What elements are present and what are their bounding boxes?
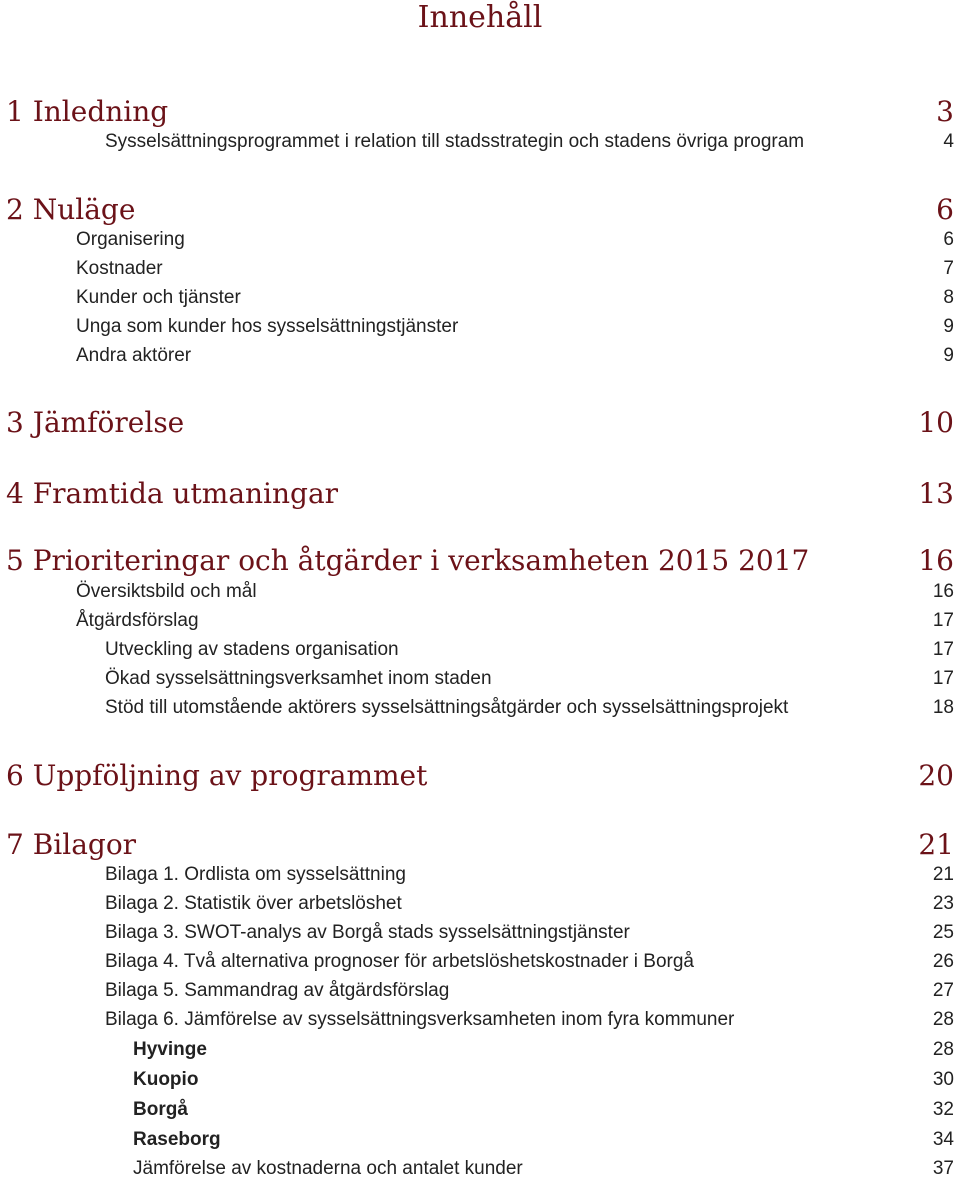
- toc-page-number: 3: [936, 95, 954, 128]
- toc-entry[interactable]: [0, 862, 960, 888]
- toc-entry-label: Borgå: [133, 1099, 188, 1120]
- toc-chapter[interactable]: [0, 403, 960, 443]
- toc-entry[interactable]: [0, 1007, 960, 1033]
- toc-page-number: 28: [932, 1039, 954, 1060]
- toc-entry[interactable]: [0, 637, 960, 663]
- toc-entry-label: Ökad sysselsättningsverksamhet inom staden: [105, 668, 492, 689]
- toc-entry-label: Åtgärdsförslag: [76, 610, 199, 631]
- toc-entry[interactable]: [0, 608, 960, 634]
- toc-page-number: 17: [932, 639, 954, 660]
- toc-page-number: 26: [932, 951, 954, 972]
- toc-chapter[interactable]: [0, 474, 960, 514]
- toc-entry[interactable]: [0, 579, 960, 605]
- toc-entry[interactable]: [0, 1097, 960, 1123]
- toc-page-number: 16: [932, 581, 954, 602]
- toc-page-number: 28: [932, 1009, 954, 1030]
- toc-entry-label: Kostnader: [76, 258, 163, 279]
- toc-page-number: 13: [918, 477, 954, 510]
- toc-chapter-label: 6 Uppföljning av programmet: [6, 759, 428, 792]
- toc-entry-label: Bilaga 4. Två alternativa prognoser för arbetslöshetskostnader i Borgå: [105, 951, 694, 972]
- toc-page-number: 9: [943, 316, 954, 337]
- toc-entry-label: Bilaga 3. SWOT-analys av Borgå stads sysselsättningstjänster: [105, 922, 630, 943]
- toc-entry[interactable]: [0, 1037, 960, 1063]
- toc-page-number: 30: [932, 1069, 954, 1090]
- toc-entry[interactable]: [0, 285, 960, 311]
- toc-page-number: 17: [932, 610, 954, 631]
- toc-page-number: 7: [943, 258, 954, 279]
- toc-chapter[interactable]: [0, 541, 960, 581]
- toc-page-number: 16: [918, 544, 954, 577]
- toc-entry-label: Raseborg: [133, 1129, 221, 1150]
- toc-entry[interactable]: [0, 666, 960, 692]
- toc-chapter-label: 4 Framtida utmaningar: [6, 477, 339, 510]
- toc-page-number: 8: [943, 287, 954, 308]
- toc-entry-label: Kuopio: [133, 1069, 199, 1090]
- toc-entry-label: Bilaga 6. Jämförelse av sysselsättningsverksamheten inom fyra kommuner: [105, 1009, 735, 1030]
- toc-page-number: 20: [918, 759, 954, 792]
- toc-chapter[interactable]: [0, 825, 960, 865]
- toc-chapter-label: 3 Jämförelse: [6, 406, 185, 439]
- toc-entry[interactable]: [0, 978, 960, 1004]
- toc-entry[interactable]: [0, 1127, 960, 1153]
- toc-entry[interactable]: [0, 1067, 960, 1093]
- toc-entry[interactable]: [0, 256, 960, 282]
- toc-chapter-label: 2 Nuläge: [6, 193, 136, 226]
- toc-entry-label: Sysselsättningsprogrammet i relation till stadsstrategin och stadens övriga program: [105, 131, 805, 152]
- toc-entry[interactable]: [0, 343, 960, 369]
- toc-page-number: 18: [932, 697, 954, 718]
- toc-page-number: 23: [932, 893, 954, 914]
- page-title: Innehåll: [417, 0, 543, 35]
- toc-chapter-label: 1 Inledning: [6, 95, 169, 128]
- toc-entry[interactable]: [0, 1156, 960, 1182]
- toc-entry-label: Översiktsbild och mål: [76, 581, 257, 602]
- toc-page-number: 17: [932, 668, 954, 689]
- toc-page-number: 37: [932, 1158, 954, 1179]
- toc-entry-label: Jämförelse av kostnaderna och antalet kunder: [133, 1158, 523, 1179]
- toc-entry-label: Kunder och tjänster: [76, 287, 241, 308]
- toc-chapter[interactable]: [0, 756, 960, 796]
- toc-entry[interactable]: [0, 920, 960, 946]
- toc-entry[interactable]: [0, 695, 960, 721]
- toc-entry[interactable]: [0, 891, 960, 917]
- toc-page-number: 25: [932, 922, 954, 943]
- toc-entry-label: Andra aktörer: [76, 345, 192, 366]
- toc-page-number: 6: [936, 193, 954, 226]
- toc-page-number: 34: [932, 1129, 954, 1150]
- toc-entry-label: Unga som kunder hos sysselsättningstjänster: [76, 316, 459, 337]
- toc-entry[interactable]: [0, 129, 960, 155]
- toc-entry[interactable]: [0, 314, 960, 340]
- toc-page-number: 9: [943, 345, 954, 366]
- toc-page-number: 10: [918, 406, 954, 439]
- toc-entry[interactable]: [0, 227, 960, 253]
- toc-page-number: 4: [943, 131, 954, 152]
- toc-page-number: 21: [932, 864, 954, 885]
- toc-entry-label: Hyvinge: [133, 1039, 207, 1060]
- toc-page-number: 6: [943, 229, 954, 250]
- toc-chapter[interactable]: [0, 92, 960, 132]
- toc-chapter-label: 7 Bilagor: [6, 828, 137, 861]
- toc-page-number: 27: [932, 980, 954, 1001]
- toc-entry-label: Bilaga 2. Statistik över arbetslöshet: [105, 893, 402, 914]
- toc-page-number: 21: [918, 828, 954, 861]
- toc-page-number: 32: [932, 1099, 954, 1120]
- toc-entry-label: Stöd till utomstående aktörers sysselsättningsåtgärder och sysselsättningsprojekt: [105, 697, 789, 718]
- toc-entry-label: Bilaga 5. Sammandrag av åtgärdsförslag: [105, 980, 450, 1001]
- toc-entry-label: Utveckling av stadens organisation: [105, 639, 399, 660]
- toc-entry-label: Organisering: [76, 229, 185, 250]
- toc-entry-label: Bilaga 1. Ordlista om sysselsättning: [105, 864, 406, 885]
- toc-entry[interactable]: [0, 949, 960, 975]
- toc-chapter-label: 5 Prioriteringar och åtgärder i verksamheten 2015 2017: [6, 544, 810, 577]
- toc-chapter[interactable]: [0, 190, 960, 230]
